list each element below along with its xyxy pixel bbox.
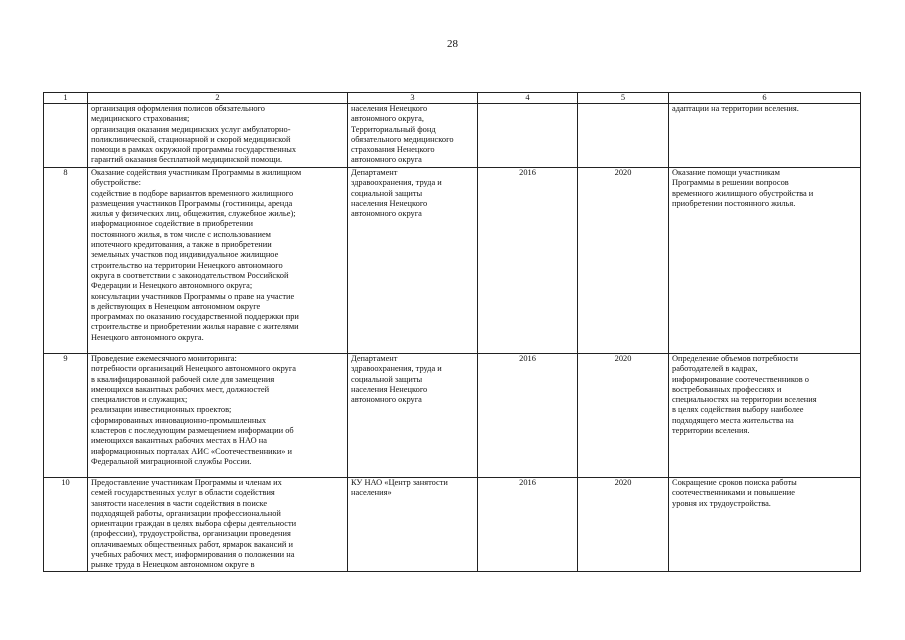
measure-description-line: специалистов и служащих; (91, 395, 188, 405)
executor-line: Территориальный фонд (351, 124, 436, 134)
expected-result (669, 478, 861, 572)
expected-result-line: Оказание помощи участникам (672, 168, 780, 177)
measure-description-line: информационных порталах АИС «Соотечественники» и (91, 446, 292, 456)
expected-result (669, 104, 861, 168)
program-measures-table (43, 92, 861, 572)
expected-result-line: работодателей в кадрах, (672, 364, 758, 374)
executor (348, 104, 478, 168)
measure-description-line: обустройстве: (91, 178, 141, 188)
measure-description-line: медицинского страхования; (91, 114, 190, 124)
measure-description-line: организация оформления полисов обязательного (91, 104, 265, 113)
executor-line: автономного округа, (351, 114, 424, 124)
expected-result-line: временного жилищного обустройства и (672, 188, 814, 198)
row-number: 10 (44, 478, 88, 572)
executor-line: автономного округа (351, 155, 422, 165)
start-year: 2016 (478, 168, 578, 354)
measure-description-line: Федеральной миграционной службы России. (91, 456, 252, 466)
expected-result-line: востребованных профессиях и (672, 384, 782, 394)
measure-description-line: Оказание содействия участникам Программы в жилищном (91, 168, 302, 177)
executor-line: Департамент (351, 354, 398, 363)
page-number: 28 (447, 38, 458, 50)
measure-description-line: содействие в подборе вариантов временного жилищного (91, 188, 294, 198)
row-number: 8 (44, 168, 88, 354)
executor-line: населения» (351, 488, 392, 498)
row-number (44, 104, 88, 168)
executor (348, 478, 478, 572)
measure-description-line: Ненецкого автономного округа. (91, 332, 204, 342)
expected-result-line: Программы в решении вопросов (672, 178, 789, 188)
executor-line: автономного округа (351, 209, 422, 219)
column-header: 6 (669, 93, 861, 104)
executor-line: здравоохранения, труда и (351, 364, 442, 374)
measure-description-line: (профессии), трудоустройства, организации проведения (91, 529, 291, 539)
expected-result-line: приобретении постоянного жилья. (672, 198, 796, 208)
executor-line: страхования Ненецкого (351, 145, 435, 155)
end-year: 2020 (578, 354, 669, 478)
expected-result-line: территории вселения. (672, 426, 750, 436)
measure-description-line: округа в соответствии с законодательством Российской (91, 270, 289, 280)
expected-result-line: соотечественниками и повышение (672, 488, 795, 498)
executor-line: автономного округа (351, 395, 422, 405)
measure-description-line: семей государственных услуг в области содействия (91, 488, 275, 498)
measure-description-line: оплачиваемых общественных работ, ярмарок вакансий и (91, 539, 293, 549)
measure-description-line: учебных рабочих мест, информирования о положении на (91, 550, 295, 560)
measure-description-line: в квалифицированной рабочей силе для замещения (91, 374, 275, 384)
measure-description-line: Проведение ежемесячного мониторинга: (91, 354, 237, 363)
end-year (578, 104, 669, 168)
measure-description-line: помощи в рамках окружной программы государственных (91, 145, 297, 155)
expected-result-line: в целях содействия выбору наиболее (672, 405, 804, 415)
executor-line: социальной защиты (351, 374, 423, 384)
expected-result-line: подходящего места жительства на (672, 415, 794, 425)
executor (348, 354, 478, 478)
measure-description-line: информационное содействие в приобретении (91, 219, 253, 229)
measure-description-line: имеющихся вакантных рабочих мест, должностей (91, 384, 270, 394)
measure-description-line: рынке труда в Ненецком автономном округе в (91, 560, 255, 570)
expected-result (669, 354, 861, 478)
column-header: 5 (578, 93, 669, 104)
executor-line: населения Ненецкого (351, 384, 428, 394)
measure-description-line: в действующих в Ненецком автономном округе (91, 301, 261, 311)
column-header: 1 (44, 93, 88, 104)
measure-description-line: строительство на территории Ненецкого автономного (91, 260, 283, 270)
measure-description-line: подходящей работы, организации профессиональной (91, 508, 281, 518)
measure-description-line: консультации участников Программы о праве на участие (91, 291, 295, 301)
measure-description-line: жилья у физических лиц, общежития, служебное жилье); (91, 209, 296, 219)
expected-result-line: Сокращение сроков поиска работы (672, 478, 797, 487)
measure-description-line: постоянного жилья, в том числе с использованием (91, 229, 271, 239)
measure-description-line: гарантий оказания бесплатной медицинской помощи. (91, 155, 283, 165)
measure-description (88, 104, 348, 168)
end-year: 2020 (578, 168, 669, 354)
start-year: 2016 (478, 478, 578, 572)
measure-description-line: программах по оказанию государственной поддержки при (91, 312, 299, 322)
expected-result-line: адаптации на территории вселения. (672, 104, 799, 113)
executor-line: Департамент (351, 168, 398, 177)
measure-description-line: организация оказания медицинских услуг амбулаторно- (91, 124, 291, 134)
executor-line: КУ НАО «Центр занятости (351, 478, 448, 487)
expected-result-line: специальностях на территории вселения (672, 395, 817, 405)
expected-result-line: Определение объемов потребности (672, 354, 799, 363)
expected-result (669, 168, 861, 354)
end-year: 2020 (578, 478, 669, 572)
measure-description (88, 168, 348, 354)
expected-result-line: информирование соотечественников о (672, 374, 809, 384)
measure-description-line: кластеров с последующим размещением информации об (91, 426, 294, 436)
measure-description-line: размещения участников Программы (гостиницы, аренда (91, 198, 293, 208)
measure-description-line: реализации инвестиционных проектов; (91, 405, 232, 415)
table-row (44, 478, 861, 572)
measure-description-line: имеющихся вакантных рабочих местах в НАО на (91, 436, 267, 446)
row-number: 9 (44, 354, 88, 478)
measure-description-line: сформированных инновационно-промышленных (91, 415, 267, 425)
measure-description-line: Федерации и Ненецкого автономного округа; (91, 281, 253, 291)
measure-description (88, 478, 348, 572)
measure-description-line: земельных участков под индивидуальное жилищное (91, 250, 279, 260)
measure-description-line: Предоставление участникам Программы и членам их (91, 478, 282, 487)
executor (348, 168, 478, 354)
column-header: 2 (88, 93, 348, 104)
executor-line: социальной защиты (351, 188, 423, 198)
table-row (44, 168, 861, 354)
expected-result-line: уровня их трудоустройства. (672, 498, 771, 508)
start-year: 2016 (478, 354, 578, 478)
measure-description-line: занятости населения в части содействия в поиске (91, 498, 268, 508)
column-header: 4 (478, 93, 578, 104)
measure-description-line: ориентации граждан в целях выбора сферы деятельности (91, 519, 297, 529)
measure-description-line: ипотечного кредитования, а также в приобретении (91, 240, 272, 250)
measure-description-line: потребности организаций Ненецкого автономного округа (91, 364, 297, 374)
measure-description-line: поликлинической, стационарной и скорой медицинской (91, 134, 291, 144)
column-header: 3 (348, 93, 478, 104)
table-row (44, 354, 861, 478)
measure-description (88, 354, 348, 478)
table-row (44, 104, 861, 168)
measure-description-line: строительстве и приобретении жилья наравне с жителями (91, 322, 299, 332)
executor-line: населения Ненецкого (351, 104, 428, 113)
executor-line: обязательного медицинского (351, 134, 454, 144)
table-header-row (44, 93, 861, 104)
executor-line: населения Ненецкого (351, 198, 428, 208)
executor-line: здравоохранения, труда и (351, 178, 442, 188)
start-year (478, 104, 578, 168)
